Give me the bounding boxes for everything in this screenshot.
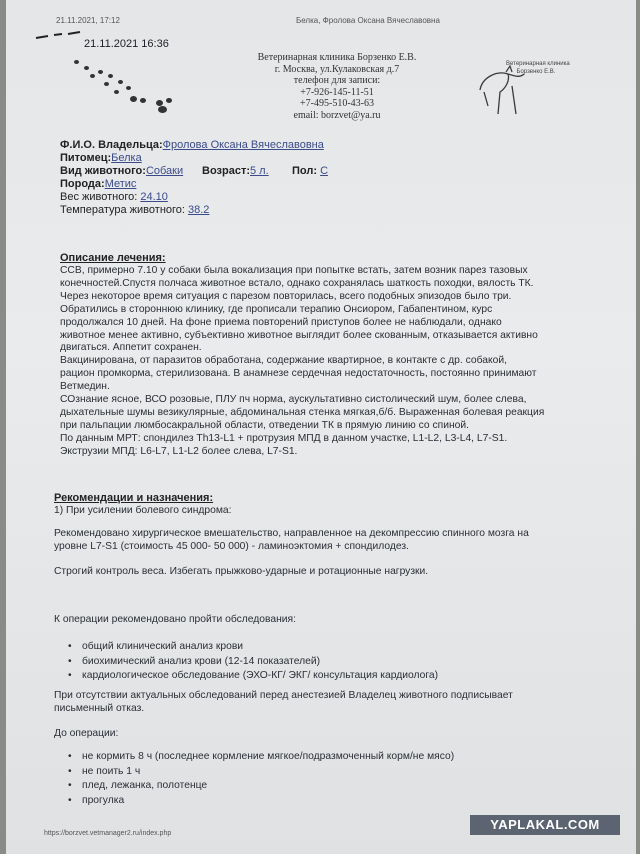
weight-field — [60, 191, 168, 203]
treatment-line: рацион промкорма, стерилизована. В анамнезе сердечная недостаточность, постоянно принимают — [60, 368, 537, 380]
treatment-line: дыхательные шумы везикулярные, абдоминальная стенка мягкая,б/б. Выраженная болевая реакция — [60, 406, 545, 418]
weight-value: 24.10 — [140, 191, 168, 203]
treatment-line: СОзнание ясное, ВСО розовые, ПЛУ пч норма, аускультативно систолический шум, более слева, — [60, 394, 527, 406]
pet-label: Питомец: — [60, 152, 112, 164]
treatment-line: продолжался 10 дней. На фоне приема повторений приступов более не наблюдали, однако — [60, 316, 502, 328]
sex-label: Пол: — [292, 165, 318, 177]
print-date-time: 21.11.2021, 17:12 — [56, 16, 120, 25]
clinic-line: +7-495-510-43-63 — [300, 98, 374, 109]
exams-intro: К операции рекомендовано пройти обследования: — [54, 614, 296, 625]
clinic-line: +7-926-145-11-51 — [300, 86, 374, 98]
before-op-list — [64, 750, 454, 808]
list-item: • кардиологическое обследование (ЭХО-КГ/ ЭКГ/ консультация кардиолога) — [64, 669, 438, 684]
sex-value: С — [320, 165, 329, 177]
sex-field — [292, 165, 328, 177]
surgery-recommendation — [54, 528, 529, 554]
list-item: • плед, лежанка, полотенце — [64, 779, 454, 794]
treatment-title: Описание лечения: — [60, 252, 166, 264]
refusal-line: письменный отказ. — [54, 702, 145, 714]
pet-field — [60, 152, 142, 164]
treatment-line: двигаться. Аппетит сохранен. — [60, 342, 202, 354]
species-field — [60, 165, 183, 177]
treatment-line: при пальпации люмбосакральной области, отведении ТК в прямую линию со спиной. — [60, 419, 469, 431]
species-label: Вид животного: — [60, 165, 146, 177]
weight-label: Вес животного: — [60, 191, 138, 203]
breed-value: Метис — [104, 178, 137, 190]
clinic-line: Ветеринарная клиника Борзенко Е.В. — [257, 52, 417, 63]
list-item: • не поить 1 ч — [64, 765, 454, 780]
surgery-line: уровне L7-S1 (стоимость 45 000- 50 000) - ламиноэктомия + спондилодез. — [54, 540, 409, 552]
clinic-logo-text: Ветеринарная клиника Борзенко Е.В. — [506, 61, 570, 75]
handwritten-mark — [32, 26, 92, 42]
clinic-line: г. Москва, ул.Кулаковская д.7 — [274, 63, 400, 75]
before-op-title: До операции: — [54, 728, 119, 739]
document-date: 21.11.2021 16:36 — [84, 38, 169, 50]
recommendations-title: Рекомендации и назначения: — [54, 492, 214, 504]
temperature-field — [60, 204, 209, 216]
species-value: Собаки — [145, 165, 184, 177]
treatment-line: По данным МРТ: спондилез Th13-L1 + протрузия МПД в данном участке, L1-L2, L3-L4, L7-S1. — [60, 432, 508, 444]
breed-label: Порода: — [60, 178, 105, 190]
list-item: • прогулка — [64, 794, 454, 809]
clinic-line: email: borzvet@ya.ru — [293, 109, 381, 121]
treatment-line: Через некоторое время ситуация с парезом повторилась, всего подобных эпизодов было три. — [60, 290, 512, 302]
owner-value: Фролова Оксана Вячеславовна — [162, 139, 324, 151]
treatment-line: ССВ, примерно 7.10 у собаки была вокализация при попытке встать, затем возник парез тазовых — [60, 265, 528, 276]
treatment-line: Вакцинирована, от паразитов обработана, содержание квартирное, в контакте с др. собакой, — [60, 355, 507, 367]
recommendation-item-1: 1) При усилении болевого синдрома: — [54, 505, 232, 516]
treatment-line: конечностей.Спустя полчаса животное встало, однако сохранялась шаткость походки, вялость ТК. — [60, 277, 534, 289]
owner-field — [60, 139, 324, 151]
treatment-text — [60, 265, 544, 459]
weight-control-note: Строгий контроль веса. Избегать прыжково-ударные и ротационные нагрузки. — [54, 566, 429, 577]
treatment-line: Экструзии МПД: L6-L7, L1-L2 более слева, L7-S1. — [60, 445, 298, 457]
pet-value: Белка — [111, 152, 142, 164]
age-field — [202, 165, 269, 177]
treatment-line: Обратились в стороннюю клинику, где прописали терапию Онсиором, Габапентином, курс — [60, 303, 493, 315]
refusal-note — [54, 690, 513, 716]
refusal-line: При отсутствии актуальных обследований перед анестезией Владелец животного подписывает — [54, 690, 513, 701]
list-item: • не кормить 8 ч (последнее кормление мягкое/подразмоченный корм/не мясо) — [64, 750, 454, 765]
clinic-logo — [462, 56, 570, 127]
list-item: • биохимический анализ крови (12-14 показателей) — [64, 655, 438, 670]
age-value: 5 л. — [250, 165, 269, 177]
treatment-line: животное менее активно, субъективно животное выглядит более скованным, отказывается активно — [60, 329, 538, 341]
exams-list — [64, 640, 438, 684]
list-item: • общий клинический анализ крови — [64, 640, 438, 655]
surgery-line: Рекомендовано хирургическое вмешательство, направленное на декомпрессию спинного мозга на — [54, 528, 529, 539]
footer-url: https://borzvet.vetmanager2.ru/index.php — [44, 830, 172, 837]
treatment-line: Ветмедин. — [60, 381, 110, 393]
watermark: YAPLAKAL.COM — [470, 815, 620, 835]
document-page — [6, 0, 636, 854]
clinic-line: телефон для записи: — [293, 75, 381, 86]
breed-field — [60, 178, 136, 190]
temperature-value: 38.2 — [188, 204, 210, 216]
clinic-info — [242, 52, 432, 121]
print-patient-line: Белка, Фролова Оксана Вячеславовна — [296, 16, 440, 25]
age-label: Возраст: — [202, 165, 250, 177]
temperature-label: Температура животного: — [60, 204, 185, 216]
owner-label: Ф.И.О. Владельца: — [60, 139, 163, 151]
